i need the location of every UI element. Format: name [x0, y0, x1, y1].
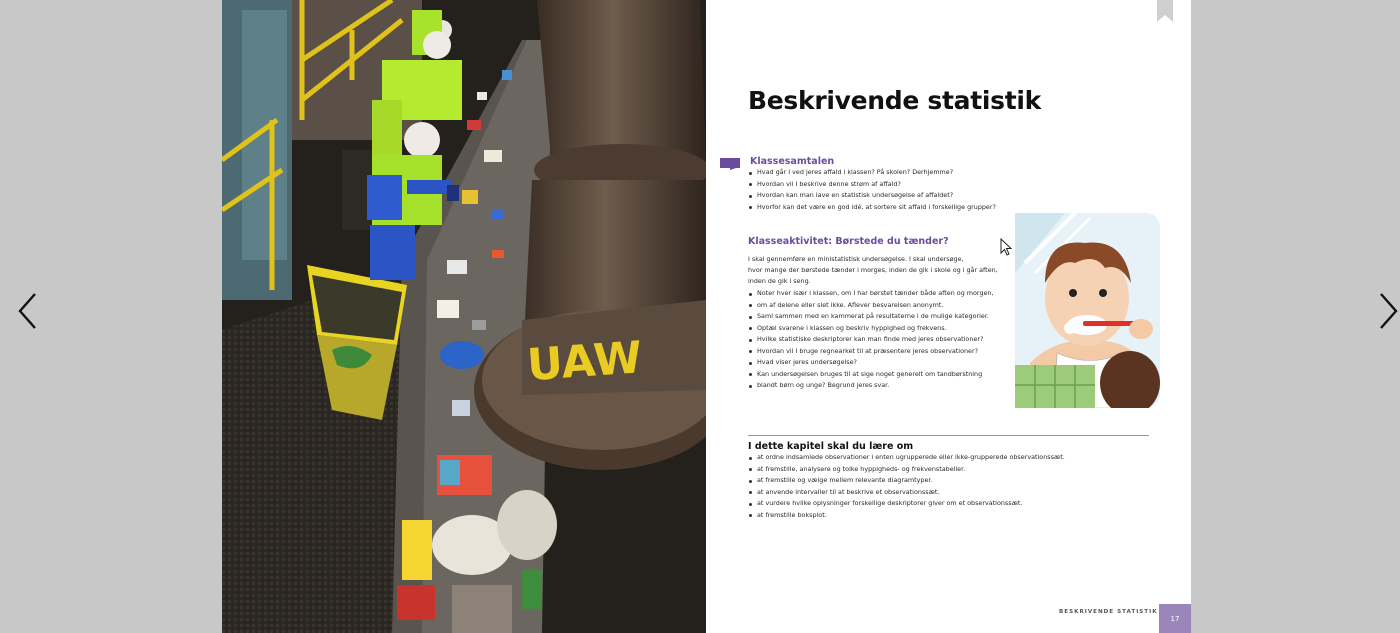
list-item: at fremstille og vælge mellem relevante diagramtyper. [748, 475, 1065, 487]
speech-tab-icon [720, 156, 740, 170]
list-item: at fremstille, analysere og tolke hyppigheds- og frekvenstabeller. [748, 464, 1065, 476]
chevron-left-icon [16, 291, 40, 331]
learn-list [748, 452, 1065, 521]
mouse-cursor-icon [1000, 238, 1012, 256]
class-activity-intro-3: inden de gik i seng. [748, 277, 811, 285]
list-item: at fremstille boksplot. [748, 510, 1065, 522]
book-spread [222, 0, 1191, 633]
list-item: at vurdere hvilke oplysninger forskellige deskriptorer giver om et observationssæt. [748, 498, 1065, 510]
class-activity-list [748, 288, 994, 392]
list-item: Saml sammen med en kammerat på resultaterne i de mulige kategorier. [748, 311, 994, 323]
classroom-talk-heading: Klassesamtalen [750, 156, 835, 167]
recycling-conveyor-photo [222, 0, 706, 633]
list-item: Hvilke statistiske deskriptorer kan man finde med jeres observationer? [748, 334, 994, 346]
list-item: Optæl svarene i klassen og beskriv hyppighed og frekvens. [748, 323, 994, 335]
learn-heading: I dette kapitel skal du lære om [748, 441, 914, 452]
page-title: Beskrivende statistik [748, 86, 1041, 115]
running-footer: BESKRIVENDE STATISTIK [1059, 609, 1158, 615]
chevron-right-icon [1376, 291, 1400, 331]
page-number: 17 [1159, 604, 1191, 633]
bookmark-icon[interactable] [1157, 0, 1173, 22]
class-activity-intro-1: I skal gennemføre en ministatistisk undersøgelse. I skal undersøge, [748, 255, 964, 263]
list-item: Hvorfor kan det være en god idé, at sortere sit affald i forskellige grupper? [748, 202, 996, 214]
text-page [706, 0, 1191, 633]
boy-brushing-teeth-illustration [1015, 213, 1160, 408]
list-item: at ordne indsamlede observationer i enten ugrupperede eller ikke-grupperede observationssæt. [748, 452, 1065, 464]
list-item: blandt børn og unge? Begrund jeres svar. [748, 380, 994, 392]
next-page-button[interactable] [1368, 286, 1400, 336]
list-item: at anvende intervaller til at beskrive et observationssæt. [748, 487, 1065, 499]
divider [748, 435, 1149, 436]
list-item: Hvordan vil I beskrive denne strøm af affald? [748, 179, 996, 191]
list-item: Noter hver især i klassen, om I har børstet tænder både aften og morgen, [748, 288, 994, 300]
previous-page-button[interactable] [8, 286, 48, 336]
list-item: Hvad viser jeres undersøgelse? [748, 357, 994, 369]
list-item: Kan undersøgelsen bruges til at sige noget generelt om tandbørstning [748, 369, 994, 381]
classroom-talk-list [748, 167, 996, 213]
list-item: om af delene eller slet ikke. Aflever besvarelsen anonymt. [748, 300, 994, 312]
photo-page [222, 0, 706, 633]
class-activity-heading: Klasseaktivitet: Børstede du tænder? [748, 236, 949, 247]
list-item: Hvordan vil I bruge regnearket til at præsentere jeres observationer? [748, 346, 994, 358]
spray-text: UAW [525, 332, 644, 392]
class-activity-intro-2: hvor mange der børstede tænder i morges, inden de gik i skole og i går aften, [748, 266, 998, 274]
list-item: Hvordan kan man lave en statistisk undersøgelse af affaldet? [748, 190, 996, 202]
list-item: Hvad går I ved jeres affald i klassen? På skolen? Derhjemme? [748, 167, 996, 179]
